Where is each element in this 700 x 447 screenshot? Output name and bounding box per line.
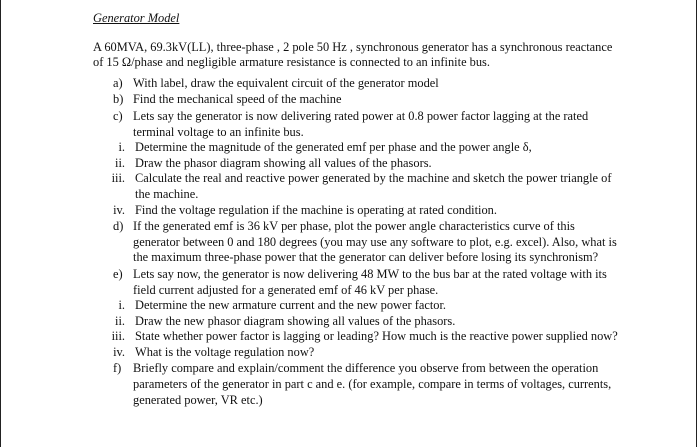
sub-question-text: Determine the new armature current and the new power factor. [135,298,446,313]
sub-question-text: Determine the magnitude of the generated emf per phase and the power angle δ, [135,140,532,155]
question-text: With label, draw the equivalent circuit of the generator model [133,75,439,90]
sub-question-item [93,329,623,345]
question-label: a) [113,75,123,90]
sub-question-label: iv. [113,344,125,359]
sub-question-list [111,298,623,360]
question-text: Lets say now, the generator is now delivering 48 MW to the bus bar at the rated voltage with its field current adjusted for a generated emf of 46 kV per phase. [133,266,607,297]
question-item [93,109,623,218]
problem-statement: A 60MVA, 69.3kV(LL), three-phase , 2 pole 50 Hz , synchronous generator has a synchronous reactance of 15 Ω/phase and negligible armature resistance is connected to an infinite bus. [93,39,613,70]
document-title: Generator Model [93,11,180,25]
question-label: e) [113,266,123,281]
question-label: d) [113,219,124,234]
sub-question-text: Calculate the real and reactive power generated by the machine and sketch the power triangle of the machine. [135,171,612,201]
left-border-line [0,0,1,447]
sub-question-label: iii. [111,171,125,186]
sub-question-text: State whether power factor is lagging or leading? How much is the reactive power supplied now? [135,329,618,344]
sub-question-item [93,314,623,330]
document-body [93,11,623,409]
sub-question-label: i. [118,140,125,155]
question-label: c) [113,108,123,123]
question-item [93,219,623,266]
sub-question-list [111,140,623,218]
sub-question-item [93,171,623,202]
sub-question-label: ii. [115,313,125,328]
sub-question-item [93,203,623,219]
sub-question-label: iv. [113,202,125,217]
question-label: f) [113,361,122,376]
question-item [93,92,623,108]
question-item [93,76,623,92]
sub-question-label: iii. [111,329,125,344]
question-text: Lets say the generator is now delivering rated power at 0.8 power factor lagging at the rated terminal voltage to an infinite bus. [133,108,589,139]
sub-question-text: Draw the new phasor diagram showing all values of the phasors. [135,313,456,328]
sub-question-item [93,140,623,156]
sub-question-label: i. [118,298,125,313]
sub-question-item [93,345,623,361]
question-item [93,267,623,361]
question-text: If the generated emf is 36 kV per phase, plot the power angle characteristics curve of this generator between 0 and 180 degrees (you may use any software to plot, e.g. excel). Also, what is the maximum three-phase power that the generator can deliver before losing its synchronism? [133,219,617,265]
sub-question-text: What is the voltage regulation now? [135,344,315,359]
question-label: b) [113,92,124,107]
question-item [93,361,623,408]
question-text: Find the mechanical speed of the machine [133,92,342,107]
sub-question-text: Find the voltage regulation if the machine is operating at rated condition. [135,202,497,217]
question-list [93,76,623,408]
sub-question-item [93,156,623,172]
question-text: Briefly compare and explain/comment the difference you observe from between the operation parameters of the generator in part c and e. (for example, compare in terms of voltages, currents, generated power, VR etc.) [133,361,612,407]
sub-question-item [93,298,623,314]
sub-question-label: ii. [115,155,125,170]
right-border-line [696,0,697,447]
sub-question-text: Draw the phasor diagram showing all values of the phasors. [135,155,432,170]
